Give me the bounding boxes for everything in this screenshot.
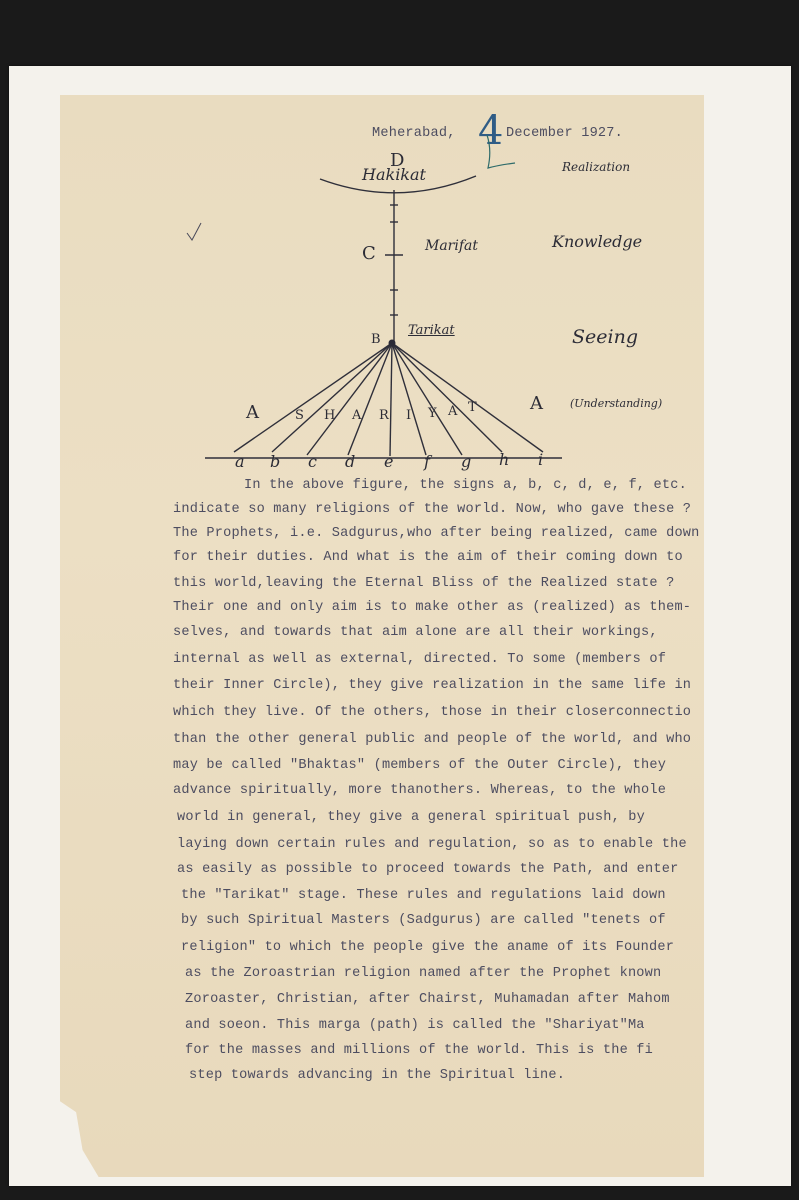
ray-i	[392, 343, 543, 452]
body-line: In the above figure, the signs a, b, c, d, e, f, etc.	[244, 478, 687, 493]
body-line: for the masses and millions of the world. This is the fi	[185, 1043, 654, 1058]
body-line: than the other general public and people of the world, and who	[173, 732, 692, 747]
body-line: the "Tarikat" stage. These rules and regulations laid down	[181, 888, 666, 903]
body-line: indicate so many religions of the world. Now, who gave these ?	[173, 502, 692, 517]
ray-b	[272, 343, 392, 452]
margin-note-realization: Realization	[562, 160, 631, 174]
body-line: world in general, they give a general spiritual push, by	[177, 810, 646, 825]
checkmark	[187, 223, 201, 240]
body-line: their Inner Circle), they give realization in the same life in	[173, 678, 692, 693]
label-d: D	[390, 150, 405, 171]
body-line: for their duties. And what is the aim of their coming down to	[173, 550, 683, 565]
body-line: Their one and only aim is to make other as (realized) as them-	[173, 600, 692, 615]
ray-e	[390, 343, 392, 456]
ray-c	[307, 343, 392, 455]
shariyat-letter: S	[295, 408, 304, 423]
base-letter: h	[499, 450, 510, 469]
ray-g	[392, 343, 462, 455]
label-a-left: A	[246, 402, 259, 423]
base-letter: d	[345, 452, 356, 471]
body-line: may be called "Bhaktas" (members of the Outer Circle), they	[173, 758, 667, 773]
body-line: internal as well as external, directed. To some (members of	[173, 652, 667, 667]
shariyat-letter: A	[448, 404, 458, 419]
ink-scribble	[487, 135, 515, 168]
shariyat-letter: I	[406, 408, 412, 423]
date-line-suffix: December 1927.	[506, 126, 624, 141]
shariyat-letter: H	[324, 408, 336, 423]
shariyat-letter: R	[379, 408, 389, 423]
base-letter: i	[538, 450, 544, 469]
body-line: advance spiritually, more thanothers. Whereas, to the whole	[173, 783, 667, 798]
apex-point	[389, 340, 396, 347]
body-line: Zoroaster, Christian, after Chairst, Muhamadan after Mahom	[185, 992, 670, 1007]
label-a-right: A	[530, 393, 543, 414]
shariyat-letter: Y	[428, 406, 437, 421]
body-line: as easily as possible to proceed towards the Path, and enter	[177, 862, 679, 877]
date-day-mark: 4	[478, 108, 504, 154]
body-line: by such Spiritual Masters (Sadgurus) are called "tenets of	[181, 913, 666, 928]
shariyat-letter: T	[468, 400, 477, 415]
body-line: religion" to which the people give the aname of its Founder	[181, 940, 675, 955]
ray-d	[348, 343, 392, 455]
body-line: and soeon. This marga (path) is called the "Shariyat"Ma	[185, 1018, 645, 1033]
body-line: laying down certain rules and regulation, so as to enable the	[177, 837, 687, 852]
base-letter: g	[461, 452, 472, 471]
ray-a	[234, 343, 392, 452]
body-line: selves, and towards that aim alone are all their workings,	[173, 625, 658, 640]
base-letter: e	[384, 452, 394, 471]
label-hakikat: Hakikat	[362, 165, 426, 184]
label-c: C	[362, 243, 376, 264]
body-line: this world,leaving the Eternal Bliss of the Realized state ?	[173, 576, 675, 591]
base-letter: f	[424, 452, 430, 471]
margin-note-understanding: (Understanding)	[570, 397, 663, 410]
shariyat-letter: A	[352, 408, 362, 423]
margin-note-seeing: Seeing	[572, 326, 638, 348]
margin-note-knowledge: Knowledge	[552, 232, 643, 251]
body-line: The Prophets, i.e. Sadgurus,who after being realized, came down	[173, 526, 700, 541]
base-letter: b	[270, 452, 281, 471]
base-letter: a	[235, 452, 245, 471]
label-marifat: Marifat	[425, 238, 479, 254]
label-b: B	[371, 332, 381, 347]
body-line: step towards advancing in the Spiritual line.	[189, 1068, 566, 1083]
body-line: as the Zoroastrian religion named after the Prophet known	[185, 966, 662, 981]
body-line: which they live. Of the others, those in their closerconnectio	[173, 705, 692, 720]
base-letter: c	[308, 452, 317, 471]
label-tarikat: Tarikat	[408, 323, 455, 338]
date-line-prefix: Meherabad,	[372, 126, 456, 141]
